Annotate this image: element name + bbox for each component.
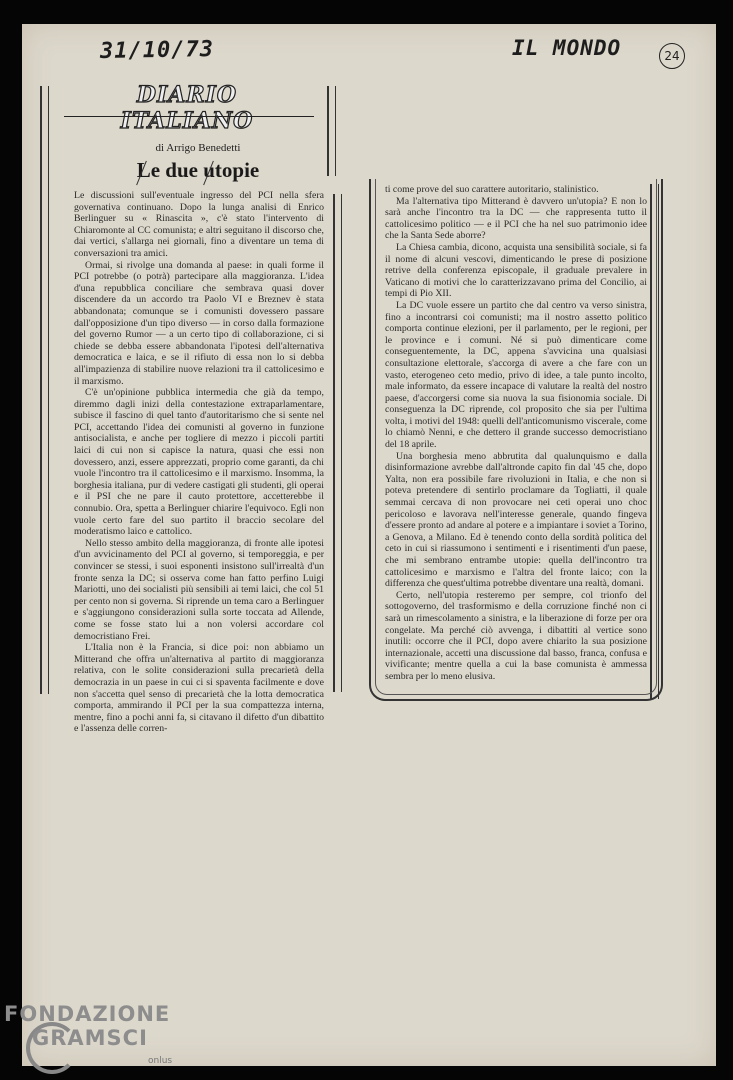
article-column-left — [74, 190, 324, 735]
masthead-underline — [64, 116, 314, 117]
paragraph: La DC vuole essere un partito che dal centro va verso sinistra, fino a incontrarsi coi comunisti; ma il nostro assetto politico comporta continue elezioni, per il parlamento, per le regioni, per le province e i comuni. Né si può dimenticare come conseguentemente, la DC, appena s'avvicina una qualsiasi consultazione elettorale, s'accorga di avere a che fare con un vasto, eterogeneo ceto medio, privo di idee, a tale punto incolto, male informato, da essere incapace di valutare la realtà del nostro paese, d'accorgersi come sia nuova la sua fisionomia sociale. Di conseguenza la DC riprende, col proposito che sia per l'ultima volta, i motivi del 1948: quelli dell'anticomunismo viscerale, come lo chiamò Nenni, e che dettero il grande successo democristiano del 18 aprile. — [385, 299, 647, 451]
paragraph: ti come prove del suo carattere autoritario, stalinistico. — [385, 184, 599, 195]
handwritten-magazine-name: IL MONDO — [512, 36, 622, 60]
paragraph: C'è un'opinione pubblica intermedia che già da tempo, diremmo dagli inizi della contestazione extraparlamentare, subisce il fascino di quel tanto d'autoritarismo che si sente nel PCI, accettando l'idea dei comunisti al governo in funzione antisocialista, e anche per togliere di mezzo i piccoli partiti laici di cui non si capisce la natura, quasi che essi non dovessero, anzi, essere apprezzati, proprio come garanti, da chi vuole l'incontro tra il cattolicesimo e il marxismo. Insomma, la borghesia italiana, pur di vedere castigati gli studenti, gli operai e il PSI che ne pare il cauto protettore, accetterebbe il connubio. Ora, spetta a Berlinguer chiarire l'equivoco. Egli non vuole certo fare del suo partito il braccio secolare del moderatismo laico e cattolico. — [74, 387, 324, 538]
article-title: Le due utopie — [136, 158, 260, 182]
middle-left-rule — [327, 86, 336, 176]
paragraph: Ormai, si rivolge una domanda al paese: in quali forme il PCI potrebbe (o potrà) partecipare alla maggioranza. L'idea d'una repubblica conciliare che sembrava quasi dover discendere da un accordo tra Paolo VI e Breznev è stata abbandonata; comunque se i comunisti dovessero passare dall'opposizione d'un tipo diverso — in corso dalla formazione del governo Rumor — a un certo tipo di collaborazione, ci si chiede se debba essere abbandonata l'ipotesi dell'alternativa democratica e laica, e se il rifiuto di essa non lo si debba all'impazienza di stabilire nuove relazioni tra il cattolicesimo e il marxismo. — [74, 259, 324, 387]
article-byline: di Arrigo Benedetti — [155, 142, 241, 154]
paragraph: Ma l'alternativa tipo Mitterand è davvero un'utopia? E non lo sarà anche l'incontro tra la DC — che rappresenta tutto il cattolicesimo politico — e il PCI che ha nel suo patrimonio idee che la Santa Sede aborre? — [385, 195, 647, 242]
middle-rule — [333, 194, 342, 692]
watermark-onlus: onlus — [148, 1056, 173, 1066]
page-number-circle: 24 — [659, 43, 685, 69]
paragraph: Nello stesso ambito della maggioranza, di fronte alle ipotesi d'un avvicinamento del PCI al governo, si temporeggia, e per convincer se stessi, i suoi esponenti insistono sull'irrealtà d'un fronte senza la DC; si osserva come han fatto perfino Luigi Mariotti, uno dei socialisti più sensibili ai temi laici, che col 51 per cento non si governa. Si riprende un tema caro a Berlinguer e s'aggiungono considerazioni sulla sorte toccata ad Allende, come se fosse stato lui a non volersi accordare col democristiano Frei. — [74, 537, 324, 642]
paragraph: Una borghesia meno abbrutita dal qualunquismo e dalla disinformazione avrebbe dall'altronde capito fin dal '45 che, dopo Yalta, non era possibile fare rivoluzioni in Italia, e che non si poteva pretendere di sentirlo proclamare da Togliatti, il quale semmai cercava di non provocare nei ceti operai uno choc pericoloso e lavorava nell'interesse generale, quando fingeva d'essere pronto ad andare al potere e a impiantare i soviet a Torino, a Genova, a Milano. Ed è tenendo conto della sordità politica del ceto in cui si riassumono i sentimenti e i risentimenti d'un paese, che mi sembrano entrambe utopie: quella dell'incontro tra cattolicesimo e marxismo e l'altra del fronte laico; con la differenza che quest'ultima potrebbe diventare una realtà, domani. — [385, 450, 647, 590]
paragraph: L'Italia non è la Francia, si dice poi: non abbiamo un Mitterand che offra un'alternativa al partito di maggioranza relativa, con le solite considerazioni sulla precarietà della democrazia in un paese in cui ci si spaventa facilmente e dove non s'accetta quel senso di precarietà che la lotta democratica comporta, ammirando il PCI per la sua compattezza interna, mentre, fino a pochi anni fa, si citavano il difetto d'un dibattito e l'assenza delle corren- — [74, 642, 324, 735]
watermark-line-2: GRAMSCI — [32, 1026, 148, 1050]
left-border-rule — [40, 86, 49, 694]
paragraph: Le discussioni sull'eventuale ingresso del PCI nella sfera governativa continuano. Dopo la lunga analisi di Enrico Berlinguer su « Rinascita », c'è stato l'intervento di Chiaromonte al CC comunista; e altri seguitano il discorso che, dai vertici, s'allarga nei giornali, fino a diventare un tema di conversazioni tra amici. — [74, 190, 324, 259]
paragraph: Certo, nell'utopia resteremo per sempre, col trionfo del sottogoverno, del trasformismo e della corruzione finché non ci sarà un rimescolamento a sinistra, e la liberazione di forze per ora congelate. Ma perché ciò avvenga, i dibattiti al vertice sono inutili: occorre che il PCI, dopo avere chiarito la sua posizione internazionale, accetti una discussione dal basso, franca, confusa e vivificante; mentre quella a cui la base comunista è ammessa sembra per lo meno elusiva. — [385, 589, 647, 682]
article-column-right — [385, 184, 647, 683]
handwritten-date: 31/10/73 — [99, 37, 215, 64]
newspaper-clipping-sheet — [22, 24, 716, 1066]
paragraph: La Chiesa cambia, dicono, acquista una sensibilità sociale, si fa il nome di alcuni vescovi, dimenticando le prese di posizione retrive della conferenza episcopale, il graduale prevalere in Vaticano di motivi che lo caratterizzavano prima del Concilio, ai tempi di Pio XII. — [385, 241, 647, 300]
column-masthead: DIARIO ITALIANO — [120, 82, 254, 134]
watermark-line-1: FONDAZIONE — [4, 1002, 171, 1026]
